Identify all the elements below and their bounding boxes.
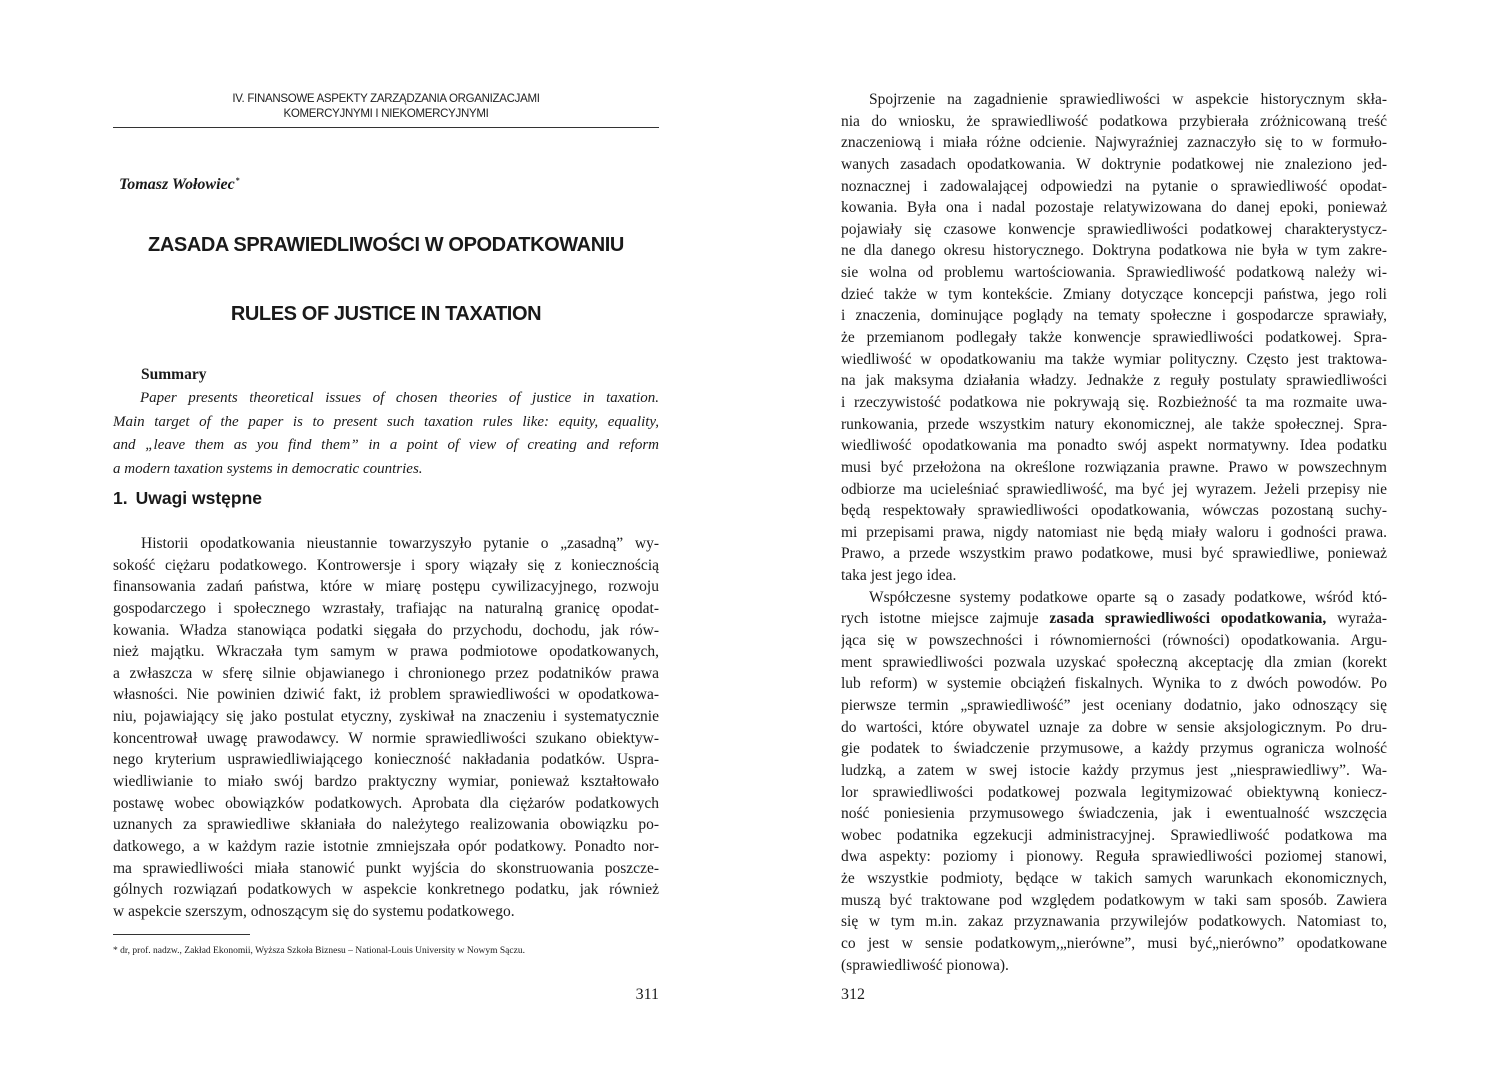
right-page — [841, 0, 1387, 1068]
text-line: i znaczenia, dominujące poglądy na tematy społeczne i gospodarcze sprawiały, — [841, 307, 1387, 325]
emphasized-term: zasada sprawiedliwości opodatkowania, — [1049, 610, 1327, 628]
running-header — [113, 92, 659, 122]
text-line: musi być przełożona na określone rozwiązania prawne. Prawo w powszechnym — [841, 458, 1387, 476]
left-page — [113, 0, 659, 1068]
text-line: lub reform) w systemie obciążeń fiskalnych. Wynika to z dwóch powodów. Po — [841, 675, 1387, 693]
text-line: mi przepisami prawa, nigdy natomiast nie będą miały waloru i godności prawa. — [841, 523, 1387, 541]
text-line: co jest w sensie podatkowym,„nierówne”, musi być„nierówno” opodatkowane — [841, 934, 1387, 952]
text-line: Prawo, a przede wszystkim prawo podatkowe, musi być sprawiedliwe, ponieważ — [841, 545, 1387, 563]
text-line: gospodarczego i społecznego wzrastały, trafiając na naturalną granicę opodat- — [113, 599, 659, 617]
text-line: lor sprawiedliwości podatkowej pozwala legitymizować obiektywną koniecz- — [841, 783, 1387, 801]
text-line: ne dla danego okresu historycznego. Doktryna podatkowa nie była w tym zakre- — [841, 242, 1387, 260]
text-line: gie podatek to świadczenie przymusowe, a każdy przymus ogranicza wolność — [841, 740, 1387, 758]
text-line: znaczeniową i miała różne odcienie. Najwyraźniej zaznaczyło się to w formuło- — [841, 134, 1387, 152]
text-fragment: wyraża- — [1326, 610, 1387, 628]
section-heading — [113, 488, 262, 509]
text-line: wiedliwianie to miało swój bardzo praktyczny wymiar, ponieważ kształtowało — [113, 773, 659, 791]
text-line: jąca się w powszechności i równomierności (równości) opodatkowania. Argu- — [841, 632, 1387, 650]
text-line: nego kryterium usprawiedliwiającego konieczność nakładania podatków. Uspra- — [113, 751, 659, 769]
text-line: na jak maksyma działania władzy. Jednakże z reguły postulaty sprawiedliwości — [841, 372, 1387, 390]
text-line: wiedliwość opodatkowania ma ponadto swój aspekt normatywny. Idea podatku — [841, 437, 1387, 455]
footnote-marker: * — [235, 176, 240, 185]
text-line: pierwsze termin „sprawiedliwość” jest oceniany dodatnio, jako odnoszący się — [841, 696, 1387, 714]
text-line — [841, 608, 1387, 630]
text-line: muszą być traktowane pod względem podatkowym w taki sam sposób. Zawiera — [841, 891, 1387, 909]
text-line: sokość ciężaru podatkowego. Kontrowersje i spory wiązały się z koniecznością — [113, 556, 659, 574]
text-line: się w tym m.in. zakaz przyznawania przywilejów podatkowych. Natomiast to, — [841, 913, 1387, 931]
text-line: do wartości, które obywatel uznaje za dobre w sensie aksjologicznym. Po dru- — [841, 718, 1387, 736]
text-line: odbiorze ma ucieleśniać sprawiedliwość, ma być jej wyrazem. Jeżeli przepisy nie — [841, 480, 1387, 498]
text-line: nież majątku. Wkraczała tym samym w prawa podmiotowe opodatkowanych, — [113, 643, 659, 661]
text-line: runkowania, przede wszystkim natury ekonomicznej, ale także społecznej. Spra- — [841, 415, 1387, 433]
summary-abstract — [113, 387, 659, 481]
page-number: 312 — [841, 986, 865, 1003]
running-header-line: IV. FINANSOWE ASPEKTY ZARZĄDZANIA ORGANIZACJAMI — [232, 93, 540, 105]
text-line: sie wolna od problemu wartościowania. Sprawiedliwość podatkową należy wi- — [841, 264, 1387, 282]
text-line: że wszystkie podmioty, będące w takich samych warunkach ekonomicznych, — [841, 870, 1387, 888]
text-line: ludzką, a zatem w swej istocie każdy przymus jest „niesprawiedliwy”. Wa- — [841, 761, 1387, 779]
text-line: wiedliwość w opodatkowaniu ma także wymiar polityczny. Często jest traktowa- — [841, 350, 1387, 368]
section-title: Uwagi wstępne — [135, 488, 263, 508]
text-line: w aspekcie szerszym, odnoszącym się do systemu podatkowego. — [113, 902, 515, 920]
text-line: wanych zasadach opodatkowania. W doktrynie podatkowej nie znaleziono jed- — [841, 155, 1387, 173]
text-fragment: rych istotne miejsce zajmuje — [841, 610, 1050, 628]
text-line: taka jest jego idea. — [841, 567, 957, 585]
header-divider — [113, 127, 659, 128]
running-header-line: KOMERCYJNYMI I NIEKOMERCYJNYMI — [283, 108, 489, 120]
author-name — [119, 176, 240, 194]
summary-line: Paper presents theoretical issues of chosen theories of justice in taxation. — [140, 390, 659, 406]
text-line: dzieć także w tym kontekście. Zmiany dotyczące koncepcji państwa, jego roli — [841, 285, 1387, 303]
text-line: że przemianom podlegały także konwencje sprawiedliwości podatkowej. Spra- — [841, 329, 1387, 347]
summary-line: a modern taxation systems in democratic countries. — [113, 460, 423, 477]
text-line: Współczesne systemy podatkowe oparte są o zasady podatkowe, wśród któ- — [869, 588, 1387, 606]
text-line: wobec podatnika egzekucji administracyjnej. Sprawiedliwość podatkowa ma — [841, 826, 1387, 844]
text-line: gólnych rozwiązań podatkowych w aspekcie konkretnego podatku, jak również — [113, 881, 659, 899]
text-line: datkowego, a w każdym razie istotnie zmniejszała opór podatkowy. Ponadto nor- — [113, 837, 659, 855]
text-line: Spojrzenie na zagadnienie sprawiedliwości w aspekcie historycznym skła- — [869, 91, 1387, 108]
page-number: 311 — [635, 986, 659, 1003]
body-paragraph — [113, 533, 659, 923]
text-line: ność poniesienia przymusowego świadczenia, jak i ewentualność wszczęcia — [841, 805, 1387, 823]
text-line: kowania. Była ona i nadal pozostaje relatywizowana do danej epoki, ponieważ — [841, 199, 1387, 217]
footnote: * dr, prof. nadzw., Zakład Ekonomii, Wyższa Szkoła Biznesu – National-Louis University w Nowym Sączu. — [113, 946, 525, 956]
author-text: Tomasz Wołowiec — [119, 176, 235, 193]
footnote-divider — [113, 934, 250, 935]
text-line: uznanych za sprawiedliwe skłaniała do należytego realizowania obowiązku po- — [113, 816, 659, 834]
text-line: (sprawiedliwość pionowa). — [841, 956, 1009, 974]
text-line: Historii opodatkowania nieustannie towarzyszyło pytanie o „zasadną” wy- — [141, 535, 659, 552]
section-number: 1. — [113, 488, 128, 508]
summary-heading: Summary — [141, 366, 207, 383]
paper-title-english: RULES OF JUSTICE IN TAXATION — [230, 303, 542, 325]
text-line: noznacznej i zadowalającej odpowiedzi na pytanie o sprawiedliwość opodat- — [841, 177, 1387, 195]
summary-line: and „leave them as you find them” in a point of view of creating and reform — [113, 437, 659, 453]
text-line: będą respektowały sprawiedliwości opodatkowania, wówczas pozostaną suchy- — [841, 502, 1387, 520]
text-line: a zwłaszcza w sferę silnie objawianego i chronionego przez podatników prawa — [113, 664, 659, 682]
paper-title-polish: ZASADA SPRAWIEDLIWOŚCI W OPODATKOWANIU — [148, 234, 624, 256]
text-line: koncentrował uwagę prawodawcy. W normie sprawiedliwości szukano obiektyw- — [113, 729, 659, 747]
text-line: i rzeczywistość podatkowa nie pokrywają się. Rozbieżność ta ma rozmaite uwa- — [841, 393, 1387, 411]
text-line: dwa aspekty: poziomy i pionowy. Reguła sprawiedliwości poziomej stanowi, — [841, 848, 1387, 866]
text-line: pojawiały się czasowe konwencje sprawiedliwości podatkowej charakterystycz- — [841, 220, 1387, 238]
text-line: niu, pojawiający się jako postulat etyczny, zyskiwał na znaczeniu i systematycznie — [113, 708, 659, 726]
text-line: postawę wobec obowiązków podatkowych. Aprobata dla ciężarów podatkowych — [113, 794, 659, 812]
text-line: ment sprawiedliwości pozwala uzyskać społeczną akceptację dla zmian (korekt — [841, 653, 1387, 671]
text-line: własności. Nie powinien dziwić fakt, iż problem sprawiedliwości w opodatkowa- — [113, 686, 659, 704]
text-line: ma sprawiedliwości miała stanowić punkt wyjścia do skonstruowania poszcze- — [113, 859, 659, 877]
text-line: kowania. Władza stanowiąca podatki sięgała do przychodu, dochodu, jak rów- — [113, 621, 659, 639]
summary-line: Main target of the paper is to present such taxation rules like: equity, equality, — [113, 413, 659, 430]
text-line: nia do wniosku, że sprawiedliwość podatkowa przybierała zróżnicowaną treść — [841, 112, 1387, 130]
text-line: finansowania zadań państwa, które w miarę postępu cywilizacyjnego, rozwoju — [113, 578, 659, 596]
body-text — [841, 89, 1387, 976]
